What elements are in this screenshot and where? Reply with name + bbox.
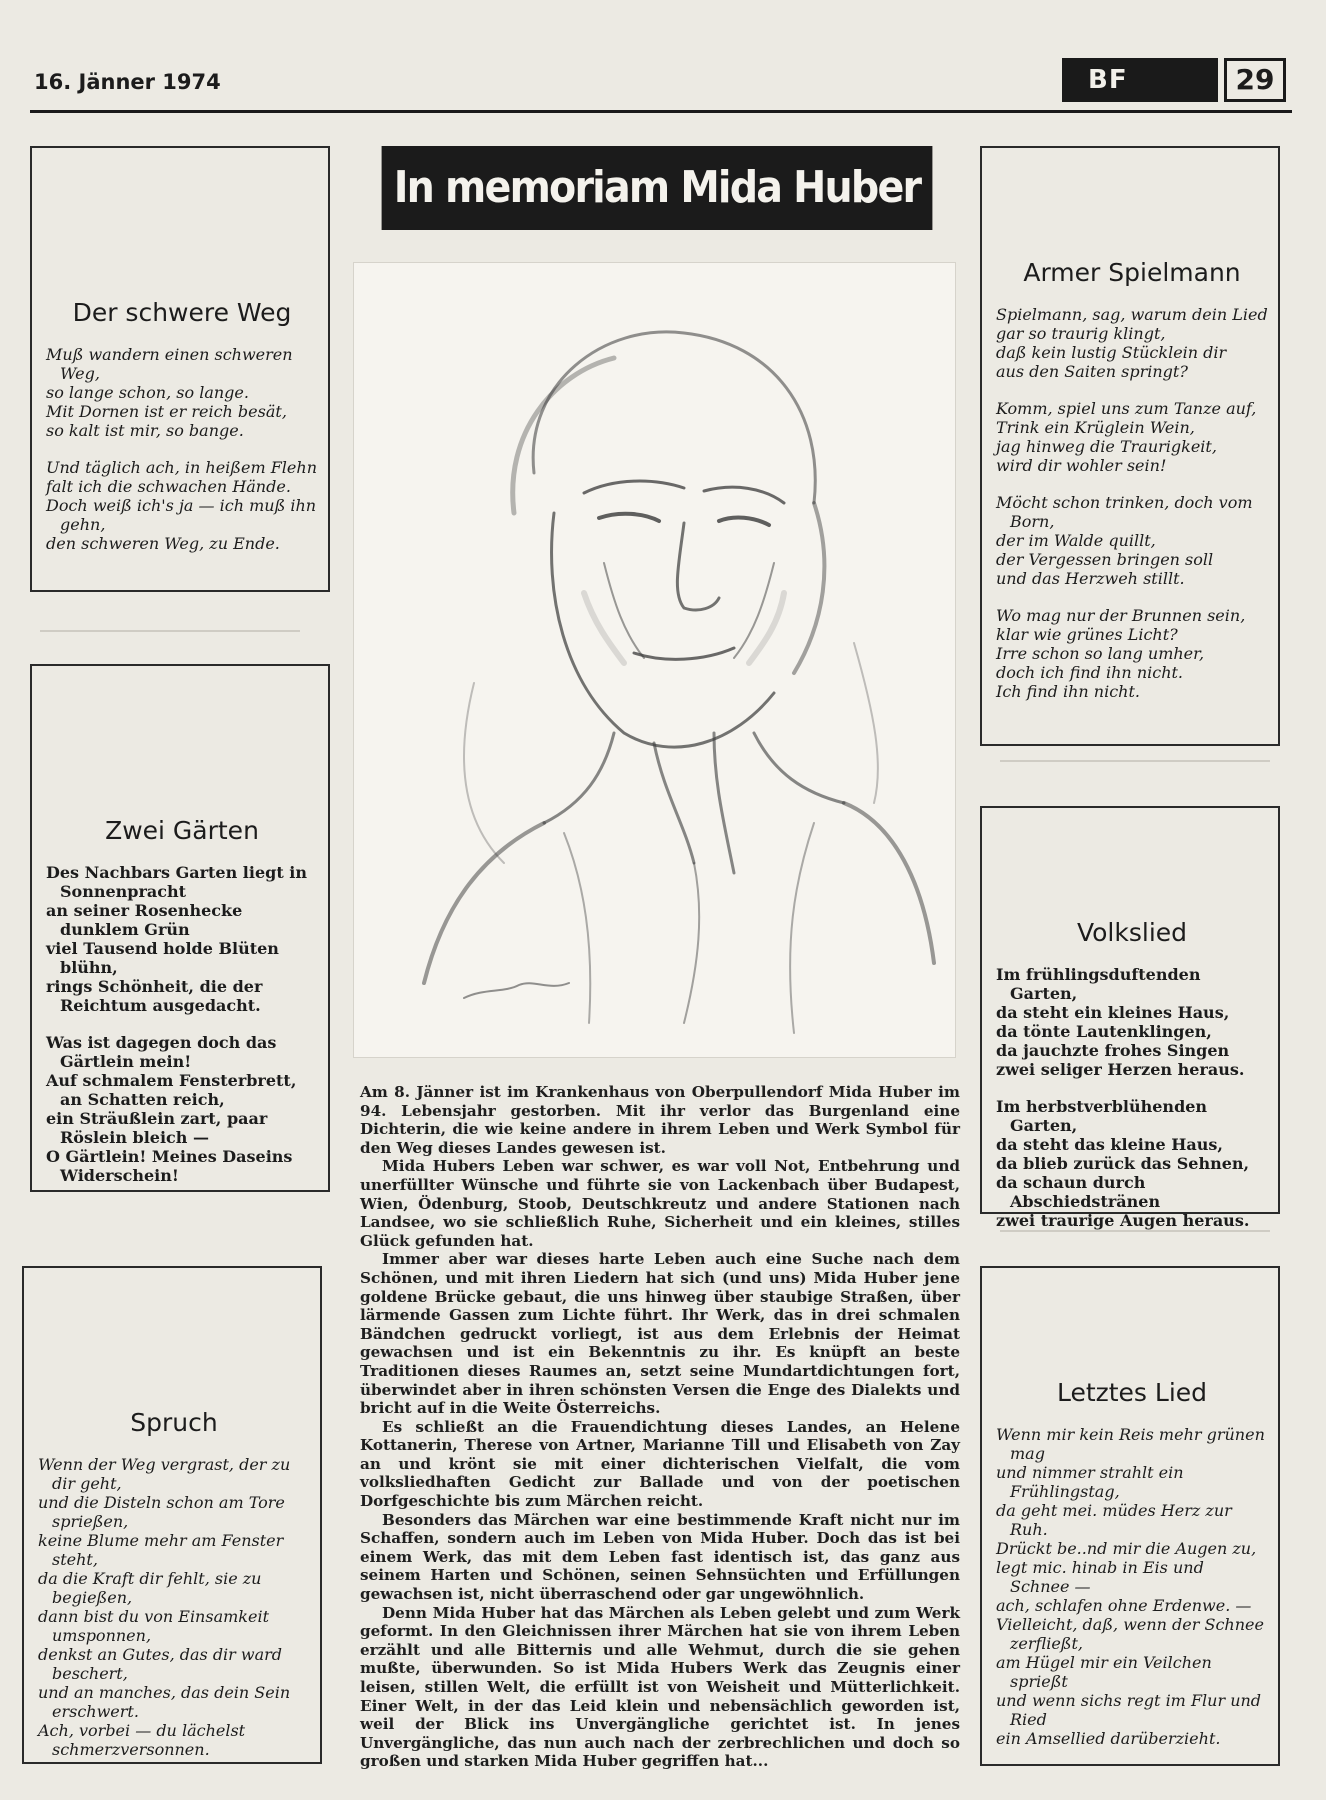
poem-line: Ich find ihn nicht. (996, 682, 1140, 701)
poem-line: jag hinweg die Traurigkeit, (996, 437, 1217, 456)
poem-line: Drückt be..nd mir die Augen zu, (996, 1539, 1257, 1558)
page-headline: In memoriam Mida Huber (382, 146, 933, 230)
poem-line: rings Schönheit, die der Reichtum ausgedacht. (46, 977, 263, 1015)
poem-volkslied (980, 806, 1280, 1230)
poem-zwei-gaerten (30, 664, 330, 1192)
poem-title: Volkslied (1076, 918, 1188, 947)
poem-spruch (22, 1266, 322, 1764)
poem-line: zwei traurige Augen heraus. (996, 1211, 1250, 1230)
poem-line: denkst an Gutes, das dir ward beschert, (38, 1645, 283, 1683)
poem-line: und die Disteln schon am Tore sprießen, (38, 1493, 285, 1531)
poem-line: da blieb zurück das Sehnen, (996, 1154, 1250, 1173)
poem-line: der Vergessen bringen soll (996, 550, 1214, 569)
article-paragraph: Denn Mida Huber hat das Märchen als Leben gelebt und zum Werk geformt. In den Gleichnissen ihrer Märchen hat sie von ihrem Leben erzählt und alle Bitternis und alle Wehmut, durch die sie gehen mußte, überwunden. So ist Mida Hubers Werk das Zeugnis einer leisen, stillen Welt, die erfüllt ist von Weisheit und Mütterlichkeit. Einer Welt, in der das Leid klein und nebensächlich geworden ist, weil der Blick ins Unvergängliche gerichtet ist. In jenes Unvergängliche, das nun auch nach der zerbrechlichen und doch so großen und starken Mida Huber gegriffen hat... (360, 1603, 960, 1771)
poem-line: Vielleicht, daß, wenn der Schnee zerfließt, (996, 1615, 1264, 1653)
issue-date: 16. Jänner 1974 (34, 70, 221, 94)
poem-line: und wenn sichs regt im Flur und Ried (996, 1691, 1262, 1729)
stanza (38, 1455, 310, 1759)
poem-line: ein Sträußlein zart, paar Röslein bleich — (46, 1109, 268, 1147)
masthead (1062, 58, 1288, 102)
poem-line: da steht das kleine Haus, (996, 1135, 1223, 1154)
stanza (996, 965, 1268, 1079)
poem-line: Des Nachbars Garten liegt in Sonnenpracht (46, 863, 307, 901)
stanza (46, 1033, 318, 1185)
article-paragraph: Mida Hubers Leben war schwer, es war voll Not, Entbehrung und unerfüllter Wünsche und führte sie von Lackenbach über Budapest, Wien, Ödenburg, Stoob, Deutschkreutz und andere Stationen nach Landsee, wo sie schließlich Ruhe, Sicherheit und ein kleines, stilles Glück gefunden hat. (360, 1157, 960, 1250)
poem-line: gar so traurig klingt, (996, 324, 1166, 343)
poem-line: ein Amsellied darüberzieht. (996, 1729, 1221, 1748)
poem-line: Möcht schon trinken, doch vom Born, (996, 493, 1253, 531)
poem-title: Armer Spielmann (1023, 258, 1241, 287)
stanza (996, 305, 1268, 381)
poem-line: Irre schon so lang umher, (996, 644, 1205, 663)
poem-line: Doch weiß ich's ja — ich muß ihn gehn, (46, 496, 317, 534)
obituary-article (360, 1083, 960, 1771)
header-rule (30, 110, 1292, 113)
poem-line: Spielmann, sag, warum dein Lied (996, 305, 1268, 324)
poem-line: O Gärtlein! Meines Daseins Widerschein! (46, 1147, 293, 1185)
poem-line: Ach, vorbei — du lächelst schmerzversonnen. (38, 1721, 246, 1759)
poem-line: Trink ein Krüglein Wein, (996, 418, 1195, 437)
poem-line: am Hügel mir ein Veilchen sprießt (996, 1653, 1212, 1691)
poem-line: keine Blume mehr am Fenster steht, (38, 1531, 284, 1569)
poem-line: da schaun durch Abschiedstränen (996, 1173, 1161, 1211)
poem-line: Wenn der Weg vergrast, der zu dir geht, (38, 1455, 291, 1493)
portrait-sketch (353, 262, 956, 1058)
poem-line: daß kein lustig Stücklein dir (996, 343, 1227, 362)
stanza (996, 493, 1268, 588)
stanza (996, 399, 1268, 475)
poem-line: wird dir wohler sein! (996, 456, 1167, 475)
poem-line: Wenn mir kein Reis mehr grünen mag (996, 1425, 1265, 1463)
poem-title: Spruch (130, 1408, 218, 1437)
poem-armer-spielmann (980, 146, 1280, 746)
article-paragraph: Besonders das Märchen war eine bestimmende Kraft nicht nur im Schaffen, sondern auch im Leben von Mida Huber. Doch das ist bei einem Werk, das mit dem Leben fast identisch ist, das ganz aus seinem Harten und Schönen, seinen Sehnsüchten und Erfüllungen gewachsen ist, nicht überraschend oder gar ungewöhnlich. (360, 1510, 960, 1604)
poem-line: den schweren Weg, zu Ende. (46, 534, 280, 553)
stanza (46, 458, 318, 553)
poem-letztes-lied (980, 1266, 1280, 1766)
page-number: 29 (1224, 58, 1286, 102)
poem-line: Und täglich ach, in heißem Flehn (46, 458, 317, 477)
poem-line: an seiner Rosenhecke dunklem Grün (46, 901, 243, 939)
poem-line: so kalt ist mir, so bange. (46, 421, 244, 440)
poem-line: und an manches, das dein Sein erschwert. (38, 1683, 291, 1721)
poem-line: Im frühlingsduftenden Garten, (996, 965, 1201, 1003)
poem-title: Letztes Lied (1056, 1378, 1208, 1407)
stanza (46, 345, 318, 440)
poem-title: Zwei Gärten (105, 816, 259, 845)
article-paragraph: Immer aber war dieses harte Leben auch eine Suche nach dem Schönen, und mit ihren Liedern hat sich (und uns) Mida Huber jene goldene Brücke gebaut, die uns hinweg über staubige Straßen, über lärmende Gassen zum Lichte führt. Ihr Werk, das in drei schmalen Bändchen gedruckt vorliegt, ist aus dem Erlebnis der Heimat gewachsen und ist ein Bekenntnis zu ihr. Es knüpft an beste Traditionen dieses Raumes an, setzt seine Mundartdichtungen fort, überwindet aber in ihren schönsten Versen die Enge des Dialekts und bricht auf in die Weite Österreichs. (360, 1250, 960, 1418)
poem-line: klar wie grünes Licht? (996, 625, 1178, 644)
poem-line: Mit Dornen ist er reich besät, (46, 402, 287, 421)
poem-line: doch ich find ihn nicht. (996, 663, 1184, 682)
poem-line: Im herbstverblühenden Garten, (996, 1097, 1208, 1135)
poem-line: da steht ein kleines Haus, (996, 1003, 1230, 1022)
poem-line: da tönte Lautenklingen, (996, 1022, 1212, 1041)
article-paragraph: Am 8. Jänner ist im Krankenhaus von Oberpullendorf Mida Huber im 94. Lebensjahr gestorben. Mit ihr verlor das Burgenland eine Dichterin, die wie keine andere in ihrem Leben und Werk Symbol für den Weg dieses Landes gewesen ist. (360, 1083, 960, 1157)
stanza (996, 1097, 1268, 1230)
poem-line: falt ich die schwachen Hände. (46, 477, 291, 496)
poem-line: und das Herzweh stillt. (996, 569, 1185, 588)
poem-line: Komm, spiel uns zum Tanze auf, (996, 399, 1257, 418)
poem-line: ach, schlafen ohne Erdenwe. — (996, 1596, 1252, 1615)
stanza (46, 863, 318, 1015)
poem-line: so lange schon, so lange. (46, 383, 249, 402)
poem-line: da jauchzte frohes Singen (996, 1041, 1230, 1060)
poem-der-schwere-weg (30, 146, 330, 592)
poem-line: und nimmer strahlt ein Frühlingstag, (996, 1463, 1184, 1501)
poem-line: Auf schmalem Fensterbrett, an Schatten reich, (46, 1071, 297, 1109)
poem-line: legt mic. hinab in Eis und Schnee — (996, 1558, 1204, 1596)
article-paragraph: Es schließt an die Frauendichtung dieses Landes, an Helene Kottanerin, Therese von Artner, Marianne Till und Elisabeth von Zay an und krönt sie mit einer dichterischen Vielfalt, die vom volksliedhaften Gedicht zur Ballade und von der poetischen Dorfgeschichte bis zum Märchen reicht. (360, 1417, 960, 1511)
poem-line: viel Tausend holde Blüten blühn, (46, 939, 279, 977)
poem-line: Wo mag nur der Brunnen sein, (996, 606, 1246, 625)
masthead-logo: BF (1062, 58, 1218, 102)
portrait-drawing (354, 263, 956, 1058)
poem-line: da geht mei. müdes Herz zur Ruh. (996, 1501, 1232, 1539)
poem-line: zwei seliger Herzen heraus. (996, 1060, 1245, 1079)
poem-title: Der schwere Weg (72, 298, 292, 327)
poem-line: Was ist dagegen doch das Gärtlein mein! (46, 1033, 277, 1071)
poem-line: aus den Saiten springt? (996, 362, 1188, 381)
stanza (996, 1425, 1268, 1748)
poem-line: dann bist du von Einsamkeit umsponnen, (38, 1607, 269, 1645)
stanza (996, 606, 1268, 701)
poem-line: Muß wandern einen schweren Weg, (46, 345, 293, 383)
poem-line: da die Kraft dir fehlt, sie zu begießen, (38, 1569, 262, 1607)
poem-line: der im Walde quillt, (996, 531, 1156, 550)
